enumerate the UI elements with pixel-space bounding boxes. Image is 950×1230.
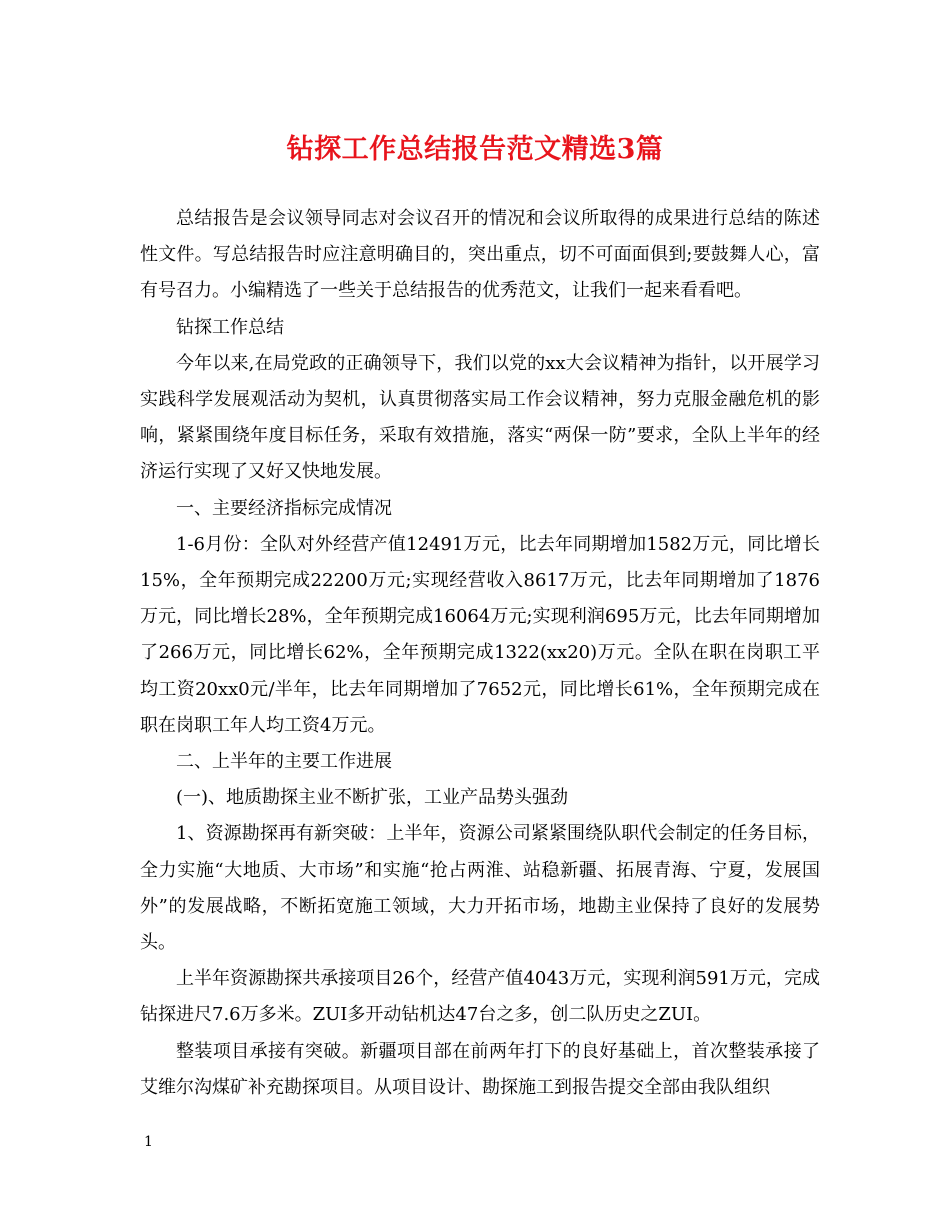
section-heading: 二、上半年的主要工作进展 [176,751,392,773]
document-title: 钻探工作总结报告范文精选3篇 [286,134,664,165]
section-heading: 一、主要经济指标完成情况 [176,497,392,519]
body-paragraph: 1、资源勘探再有新突破：上半年，资源公司紧紧围绕队职代会制定的任务目标，全力实施“大地质、大市场”和实施“抢占两淮、站稳新疆、拓展青海、宁夏，发展国外”的发展战略，不断拓宽施工领域，大力开拓市场，地勘主业保持了良好的发展势头。 [140,823,820,954]
page-number: 1 [144,1134,153,1150]
section-heading: 钻探工作总结 [176,316,284,338]
body-paragraph: 1-6月份：全队对外经营产值12491万元，比去年同期增加1582万元，同比增长15%，全年预期完成22200万元;实现经营收入8617万元，比去年同期增加了1876万元，同比增长28%，全年预期完成16064万元;实现利润695万元，比去年同期增加了266万元，同比增长62%，全年预期完成1322(xx20)万元。全队在职在岗职工平均工资20xx0元/半年，比去年同期增加了7652元，同比增长61%，全年预期完成在职在岗职工年人均工资4万元。 [140,533,820,736]
body-paragraph: 整装项目承接有突破。新疆项目部在前两年打下的良好基础上，首次整装承接了艾维尔沟煤矿补充勘探项目。从项目设计、勘探施工到报告提交全部由我队组织 [140,1040,820,1098]
document-body [140,201,820,1106]
body-paragraph: 上半年资源勘探共承接项目26个，经营产值4043万元，实现利润591万元，完成钻探进尺7.6万多米。ZUI多开动钻机达47台之多，创二队历史之ZUI。 [140,968,820,1026]
intro-paragraph: 总结报告是会议领导同志对会议召开的情况和会议所取得的成果进行总结的陈述性文件。写总结报告时应注意明确目的，突出重点，切不可面面俱到;要鼓舞人心，富有号召力。小编精选了一些关于总结报告的优秀范文，让我们一起来看看吧。 [140,208,820,302]
subsection-heading: (一)、地质勘探主业不断扩张，工业产品势头强劲 [176,787,569,809]
body-paragraph: 今年以来,在局党政的正确领导下，我们以党的xx大会议精神为指针，以开展学习实践科学发展观活动为契机，认真贯彻落实局工作会议精神，努力克服金融危机的影响，紧紧围绕年度目标任务，采取有效措施，落实“两保一防”要求，全队上半年的经济运行实现了又好又快地发展。 [140,352,820,483]
